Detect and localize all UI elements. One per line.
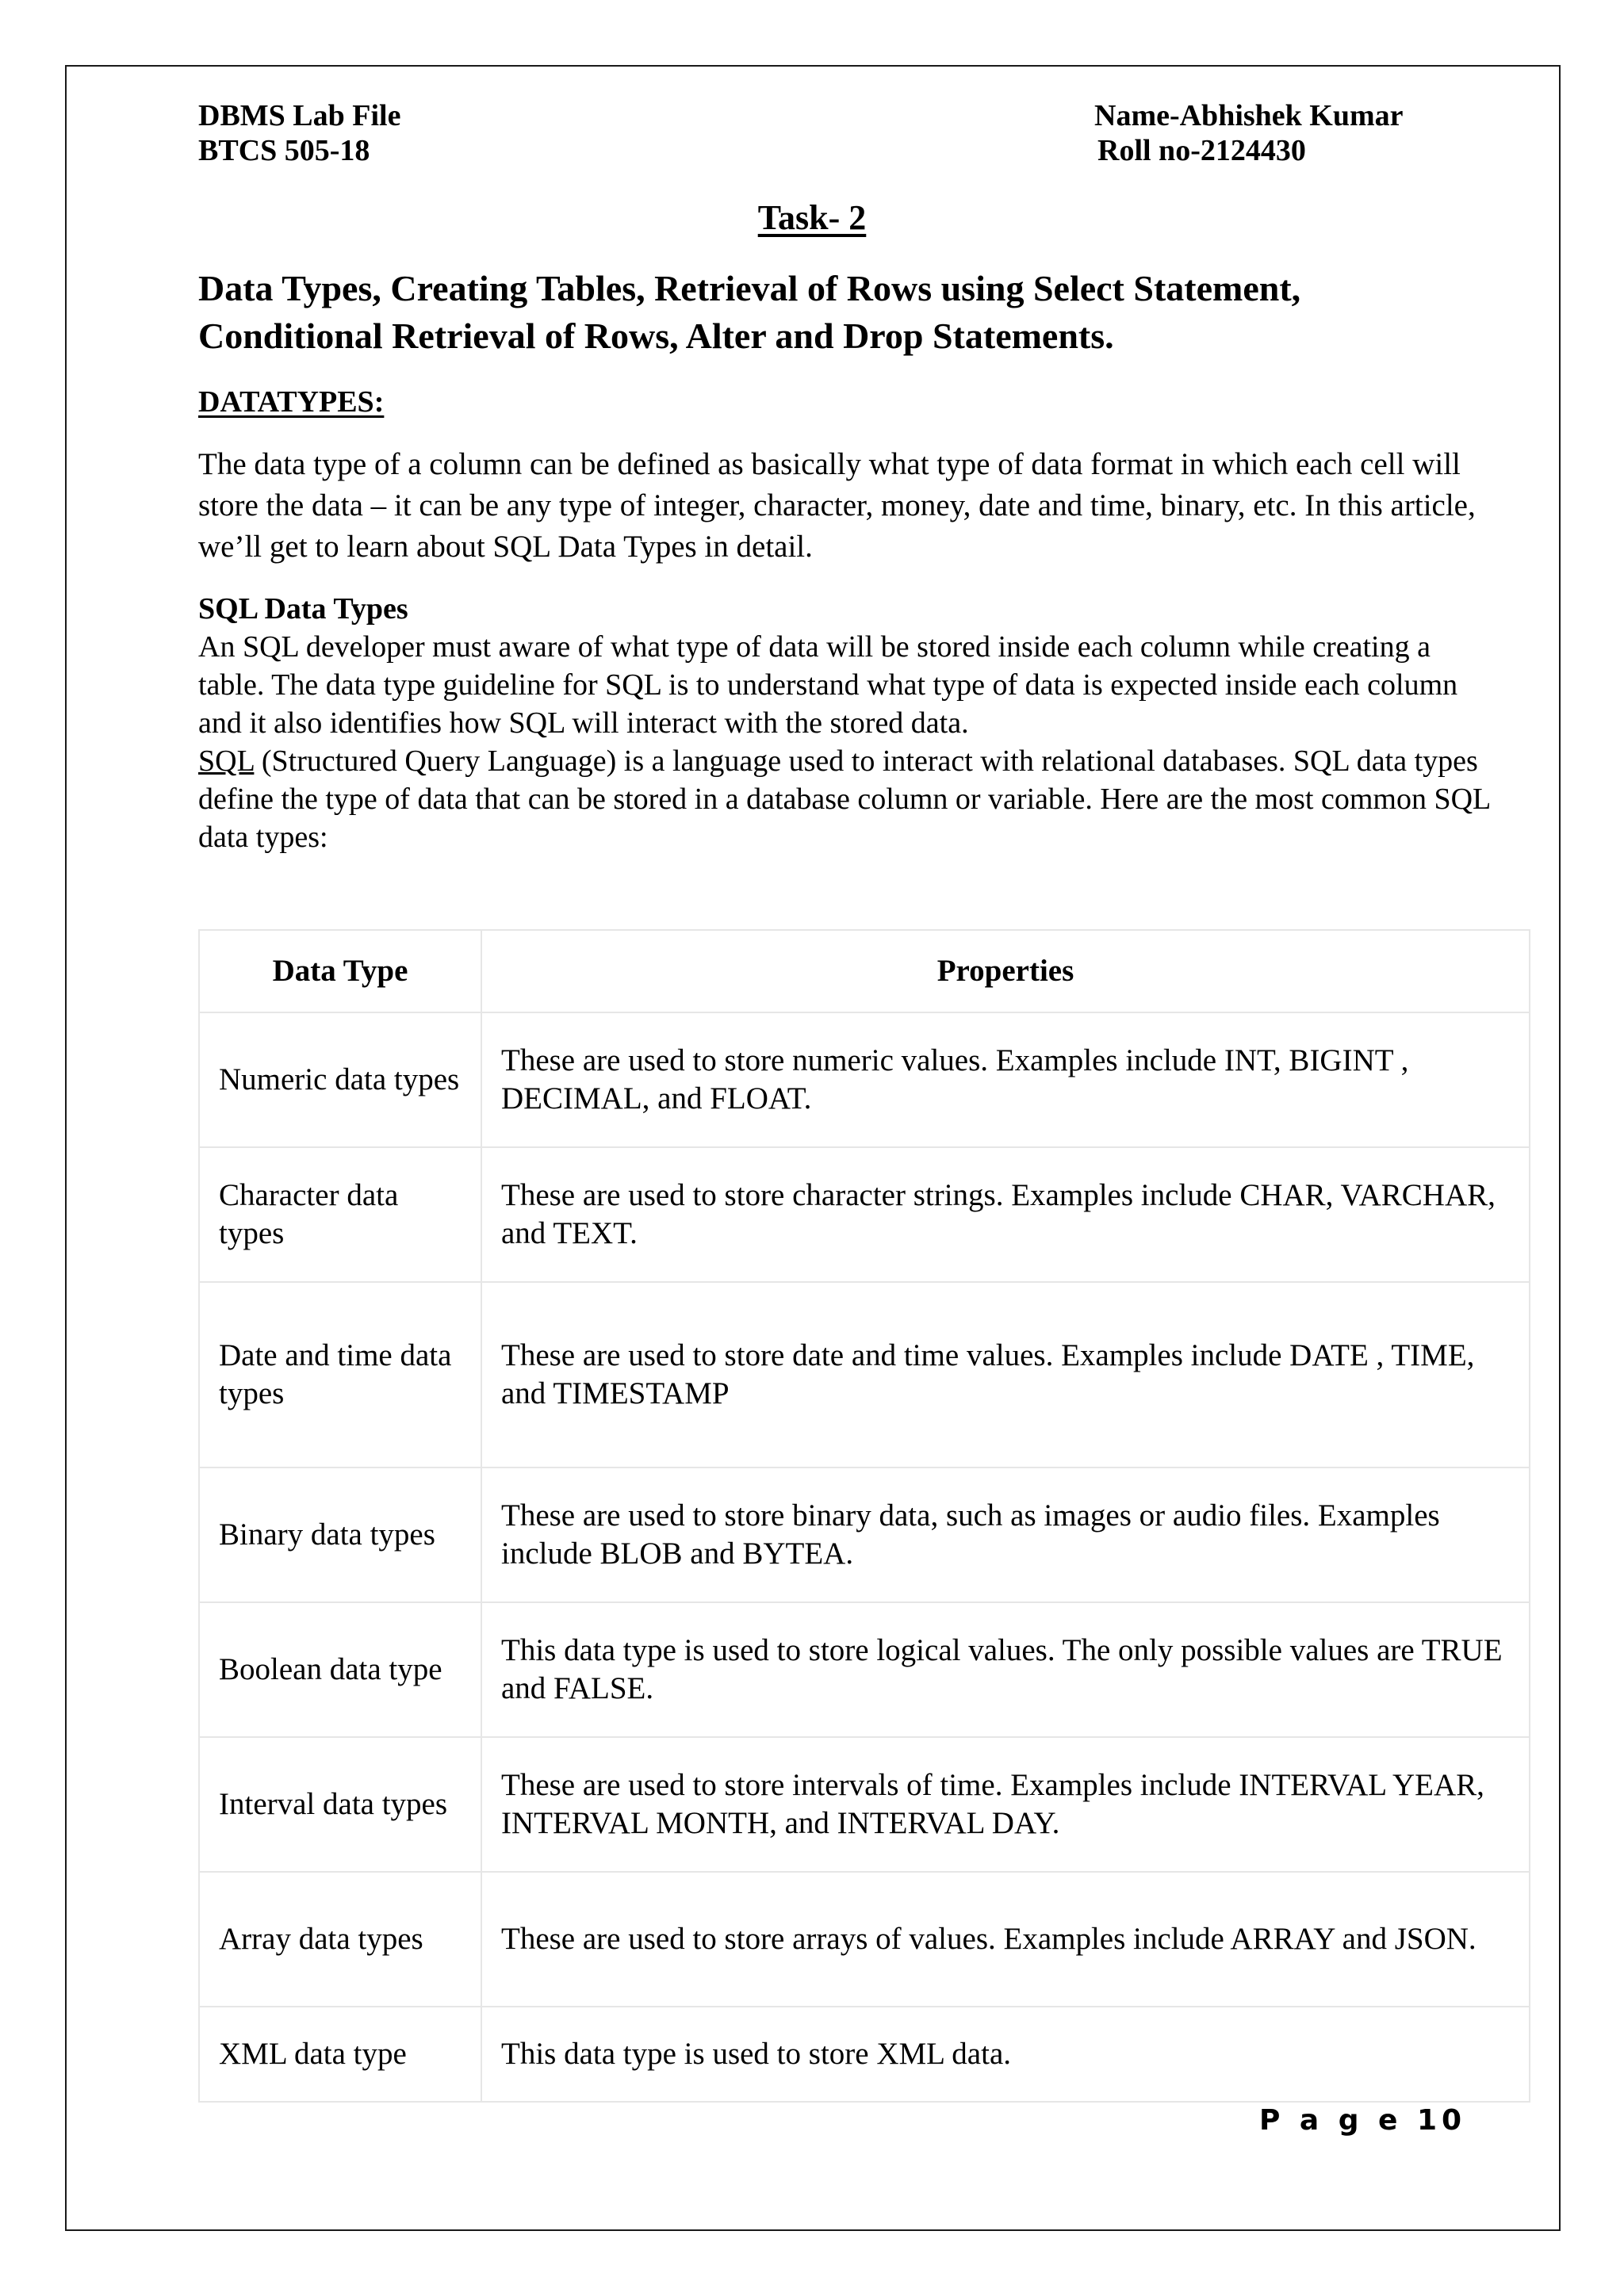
cell-data-type: XML data type <box>199 2007 481 2102</box>
datatypes-heading: DATATYPES: <box>198 385 385 419</box>
header-right <box>1094 98 1404 168</box>
table-row <box>199 1282 1530 1468</box>
table-header-row <box>199 930 1530 1012</box>
cell-properties: These are used to store character strings. Examples include CHAR, VARCHAR, and TEXT. <box>481 1147 1530 1282</box>
header-data-type: Data Type <box>199 930 481 1012</box>
task-title: Task- 2 <box>757 198 867 237</box>
cell-data-type: Boolean data type <box>199 1602 481 1737</box>
cell-properties: These are used to store binary data, such as images or audio files. Examples include BLOB and BYTEA. <box>481 1468 1530 1602</box>
lab-file-title: DBMS Lab File <box>198 99 401 132</box>
cell-data-type: Array data types <box>199 1872 481 2007</box>
cell-properties: This data type is used to store XML data. <box>481 2007 1530 2102</box>
cell-properties: This data type is used to store logical values. The only possible values are TRUE and FALSE. <box>481 1602 1530 1737</box>
sql-paragraph-2: SQL (Structured Query Language) is a language used to interact with relational databases. SQL data types define the type of data that can be stored in a database column or variable. Here are the most common SQL data types: <box>198 744 1490 854</box>
sql-data-types-title: SQL Data Types <box>198 592 408 626</box>
data-types-table <box>198 929 1530 2103</box>
cell-data-type: Numeric data types <box>199 1012 481 1147</box>
sql-paragraph-1: An SQL developer must aware of what type of data will be stored inside each column while creating a table. The data type guideline for SQL is to understand what type of data is expected inside each column and it also identifies how SQL will interact with the stored data. <box>198 630 1458 740</box>
table-row <box>199 1468 1530 1602</box>
table-row <box>199 1147 1530 1282</box>
header-left <box>198 98 400 168</box>
cell-properties: These are used to store arrays of values. Examples include ARRAY and JSON. <box>481 1872 1530 2007</box>
cell-properties: These are used to store intervals of time. Examples include INTERVAL YEAR, INTERVAL MONTH, and INTERVAL DAY. <box>481 1737 1530 1872</box>
course-code: BTCS 505-18 <box>198 134 370 167</box>
cell-properties: These are used to store numeric values. Examples include INT, BIGINT , DECIMAL, and FLOAT. <box>481 1012 1530 1147</box>
table-row <box>199 1872 1530 2007</box>
cell-data-type: Binary data types <box>199 1468 481 1602</box>
header-properties: Properties <box>481 930 1530 1012</box>
cell-properties: These are used to store date and time values. Examples include DATE , TIME, and TIMESTAMP <box>481 1282 1530 1468</box>
page-number: P a g e 10 <box>1259 2104 1467 2137</box>
table-row <box>199 1602 1530 1737</box>
roll-number: Roll no-2124430 <box>1097 134 1306 167</box>
cell-data-type: Character data types <box>199 1147 481 1282</box>
sql-data-types-section <box>198 590 1499 856</box>
cell-data-type: Interval data types <box>199 1737 481 1872</box>
cell-data-type: Date and time data types <box>199 1282 481 1468</box>
sql-link[interactable]: SQL <box>198 744 255 778</box>
student-name: Name-Abhishek Kumar <box>1094 99 1404 132</box>
table-row <box>199 1012 1530 1147</box>
intro-paragraph: The data type of a column can be defined as basically what type of data format in which each cell will store the data – it can be any type of integer, character, money, date and time, binary, etc. In this article, we’ll get to learn about SQL Data Types in detail. <box>198 447 1476 564</box>
task-heading: Data Types, Creating Tables, Retrieval of Rows using Select Statement, Conditional Retrieval of Rows, Alter and Drop Statements. <box>198 268 1301 356</box>
table-row <box>199 2007 1530 2102</box>
table-row <box>199 1737 1530 1872</box>
